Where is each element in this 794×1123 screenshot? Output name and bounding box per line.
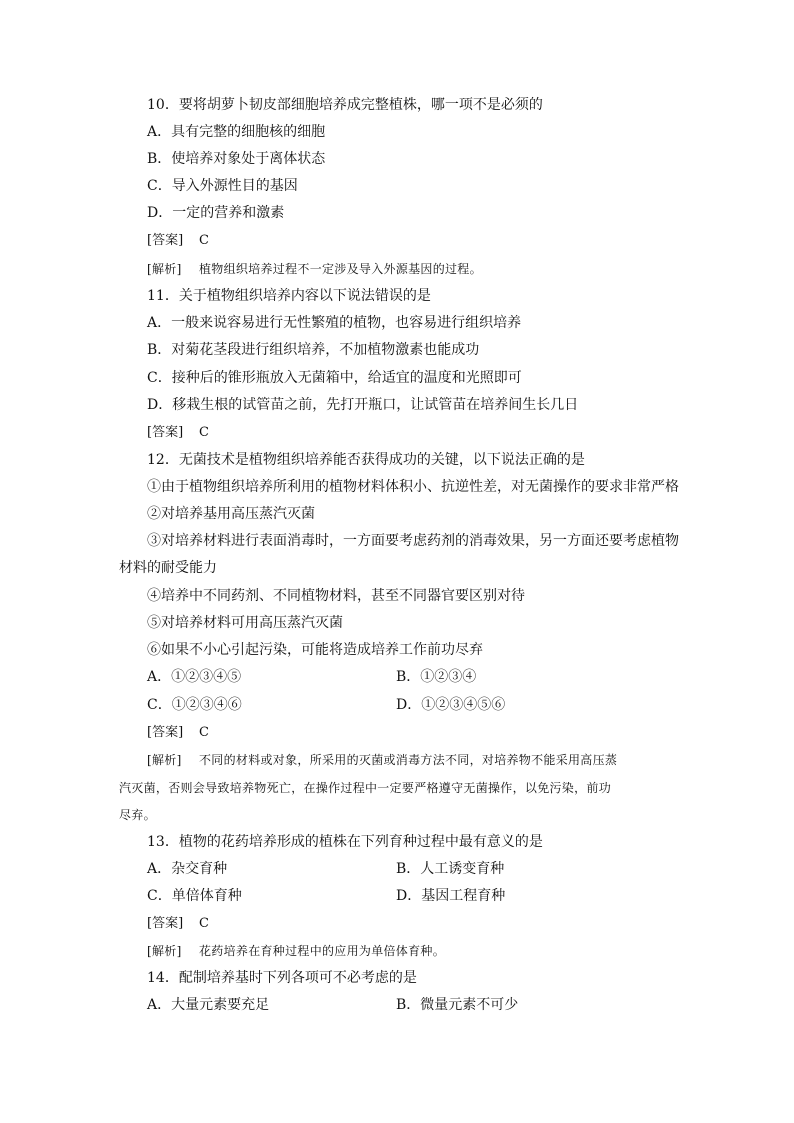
question-13-answer: C <box>199 916 209 931</box>
question-13-stem: 13．植物的花药培养形成的植株在下列育种过程中最有意义的是 <box>147 834 543 850</box>
question-12-item-3-cont: 材料的耐受能力 <box>119 560 217 576</box>
question-13-option-c: C．单倍体育种 <box>147 888 242 904</box>
question-10-explain-label: [解析] <box>147 262 182 276</box>
question-11-option-c: C．接种后的锥形瓶放入无菌箱中，给适宜的温度和光照即可 <box>147 370 522 386</box>
question-12-item-6: ⑥如果不小心引起污染，可能将造成培养工作前功尽弃 <box>147 642 483 658</box>
question-11-option-a: A．一般来说容易进行无性繁殖的植物，也容易进行组织培养 <box>147 315 522 331</box>
question-12-answer-label: [答案] <box>147 725 184 740</box>
question-12-item-3: ③对培养材料进行表面消毒时，一方面要考虑药剂的消毒效果，另一方面还要考虑植物 <box>147 533 679 549</box>
question-11-answer: C <box>199 425 209 440</box>
question-12-explain-line-1: 不同的材料或对象，所采用的灭菌或消毒方法不同，对培养物不能采用高压蒸 <box>199 753 618 767</box>
question-12-item-2: ②对培养基用高压蒸汽灭菌 <box>147 506 315 522</box>
question-11-option-b: B．对菊花茎段进行组织培养，不加植物激素也能成功 <box>147 342 480 358</box>
question-12-item-1: ①由于植物组织培养所利用的植物材料体积小、抗逆性差，对无菌操作的要求非常严格 <box>147 479 679 495</box>
question-12-explain-line-3: 尽弃。 <box>119 808 156 822</box>
question-10-option-c: C．导入外源性目的基因 <box>147 178 298 194</box>
question-13-option-a: A．杂交育种 <box>147 861 228 877</box>
question-10-answer-label: [答案] <box>147 233 184 248</box>
question-10-option-d: D．一定的营养和激素 <box>147 205 285 221</box>
question-11-option-d: D．移栽生根的试管苗之前，先打开瓶口，让试管苗在培养间生长几日 <box>147 397 579 413</box>
question-12-item-5: ⑤对培养材料可用高压蒸汽灭菌 <box>147 615 343 631</box>
question-11-answer-label: [答案] <box>147 425 184 440</box>
question-11-stem: 11．关于植物组织培养内容以下说法错误的是 <box>147 288 431 304</box>
question-13-option-b: B．人工诱变育种 <box>396 861 505 877</box>
question-10-option-b: B．使培养对象处于离体状态 <box>147 151 326 167</box>
question-14-stem: 14．配制培养基时下列各项可不必考虑的是 <box>147 970 417 986</box>
question-13-answer-label: [答案] <box>147 916 184 931</box>
question-10-answer: C <box>199 233 209 248</box>
question-12-option-b: B．①②③④ <box>396 669 477 685</box>
question-12-answer: C <box>199 725 209 740</box>
question-12-explain-label: [解析] <box>147 753 182 767</box>
question-13-explain-label: [解析] <box>147 944 182 958</box>
question-14-option-b: B．微量元素不可少 <box>396 997 519 1013</box>
question-13-explain: 花药培养在育种过程中的应用为单倍体育种。 <box>199 944 446 958</box>
question-10-option-a: A．具有完整的细胞核的细胞 <box>147 124 326 140</box>
question-13-option-d: D．基因工程育种 <box>396 888 506 904</box>
question-12-stem: 12．无菌技术是植物组织培养能否获得成功的关键，以下说法正确的是 <box>147 452 585 468</box>
question-12-option-a: A．①②③④⑤ <box>147 669 242 685</box>
question-12-option-c: C．①②③④⑥ <box>147 697 242 713</box>
question-14-option-a: A．大量元素要充足 <box>147 997 270 1013</box>
question-10-explain: 植物组织培养过程不一定涉及导入外源基因的过程。 <box>199 262 482 276</box>
question-12-option-d: D．①②③④⑤⑥ <box>396 697 506 713</box>
question-12-explain-line-2: 汽灭菌，否则会导致培养物死亡，在操作过程中一定要严格遵守无菌操作，以免污染，前功 <box>119 781 612 795</box>
question-10-stem: 10．要将胡萝卜韧皮部细胞培养成完整植株，哪一项不是必须的 <box>147 97 543 113</box>
question-12-item-4: ④培养中不同药剂、不同植物材料，甚至不同器官要区别对待 <box>147 588 525 604</box>
